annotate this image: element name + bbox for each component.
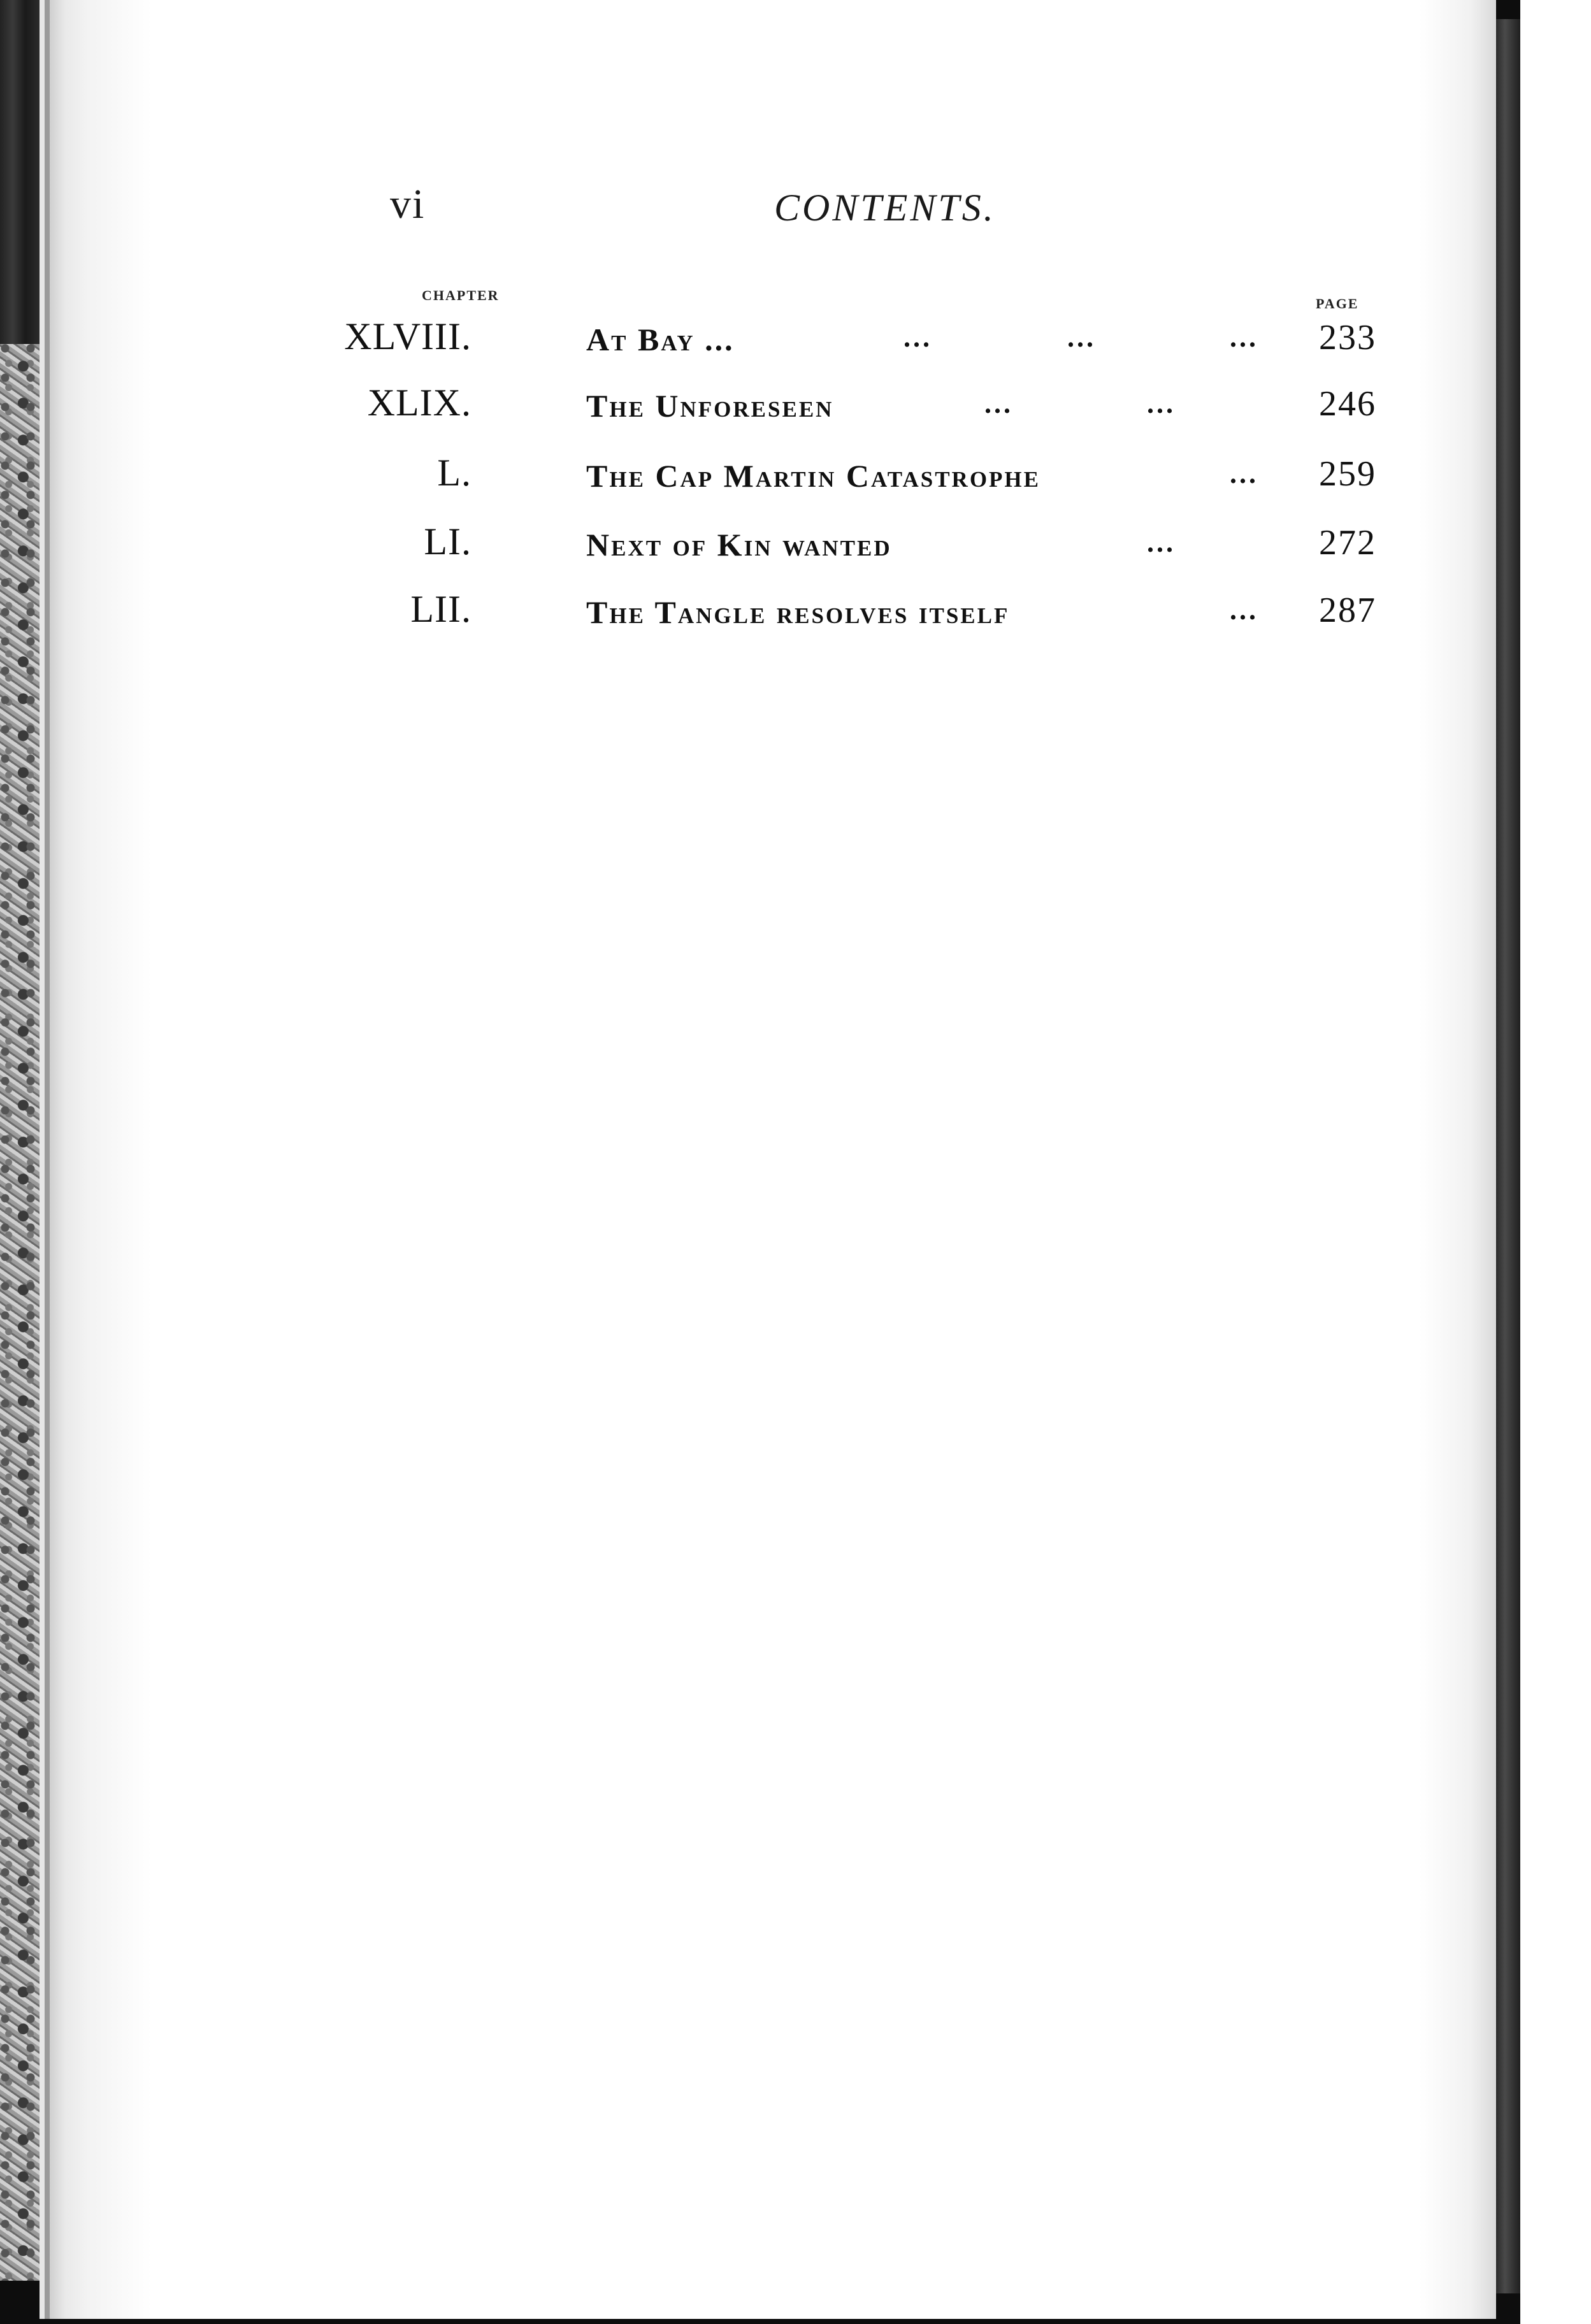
- page-gutter-shadow: [1496, 19, 1520, 2293]
- toc-entry: [367, 381, 1389, 438]
- chapter-number: LI.: [424, 520, 472, 563]
- chapter-number: LII.: [410, 588, 472, 630]
- chapter-number: XLIX.: [367, 382, 472, 424]
- chapter-number: XLVIII.: [344, 315, 472, 357]
- marbled-endpaper: [0, 344, 40, 2281]
- leader-dots: ...: [1067, 322, 1096, 353]
- leader-dots: ...: [1230, 322, 1258, 353]
- leader-dots: ...: [1230, 458, 1258, 489]
- leader-dots: ...: [903, 322, 932, 353]
- leader-dots: ...: [1147, 388, 1176, 419]
- page-number: vi: [390, 181, 426, 227]
- chapter-number: L.: [437, 452, 472, 494]
- toc-entry: [382, 520, 1389, 577]
- chapter-title: Next of Kin wanted: [586, 527, 892, 563]
- toc-entry: [382, 451, 1389, 508]
- leader-dots: ...: [1147, 527, 1176, 558]
- leader-dots: ...: [984, 388, 1013, 419]
- chapter-title: The Cap Martin Catastrophe: [586, 458, 1041, 494]
- toc-entry: [344, 315, 1389, 372]
- page-column-label: PAGE: [1316, 296, 1359, 312]
- chapter-column-label: CHAPTER: [422, 287, 500, 303]
- page-reference: 233: [1319, 318, 1376, 357]
- page-stack-shadow: [45, 0, 50, 2319]
- running-head-title: CONTENTS.: [774, 187, 996, 229]
- page-reference: 287: [1319, 591, 1376, 630]
- toc-entry: [382, 587, 1389, 645]
- leader-dots: ...: [1230, 594, 1258, 626]
- page-reference: 246: [1319, 384, 1376, 424]
- chapter-title: The Tangle resolves itself: [586, 594, 1010, 630]
- chapter-title: At Bay ...: [586, 322, 735, 357]
- page-reference: 272: [1319, 523, 1376, 563]
- endpaper-edge: [0, 0, 40, 344]
- scan-margin: [1520, 0, 1591, 2324]
- chapter-title: The Unforeseen: [586, 388, 834, 424]
- page-reference: 259: [1319, 454, 1376, 494]
